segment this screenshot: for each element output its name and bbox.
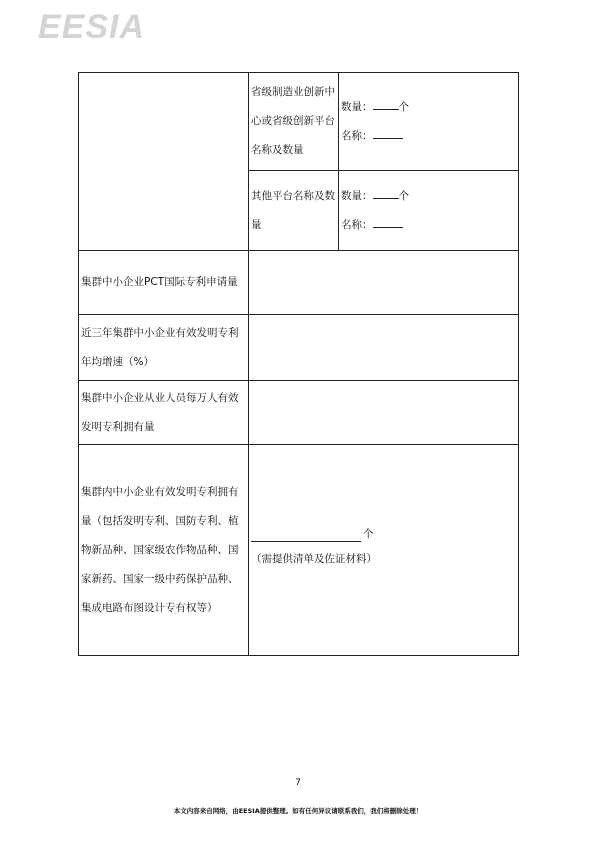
name-label: 名称： (341, 218, 373, 231)
name-input[interactable] (373, 126, 403, 139)
count-name-cell (339, 73, 519, 171)
name-label: 名称： (341, 129, 373, 142)
row-label: 集群内中小企业有效发明专利拥有量（包括发明专利、国防专利、植物新品种、国家级农作物品种、国家新药、国家一级中药保护品种、集成电路布图设计专有权等） (79, 445, 249, 656)
table-row (79, 251, 519, 315)
row-label: 省级制造业创新中心或省级创新平台名称及数量 (249, 73, 339, 171)
value-cell[interactable] (249, 315, 519, 381)
table-row (79, 73, 519, 171)
value-cell[interactable] (249, 251, 519, 315)
count-unit: 个 (363, 528, 374, 540)
value-cell[interactable] (249, 381, 519, 445)
count-input[interactable] (251, 527, 374, 542)
form-table (78, 72, 519, 656)
value-cell (249, 445, 519, 656)
footer-text: 本文内容来自网络，由EESIA提供整理。如有任何异议请联系我们，我们将删除处理！ (173, 807, 423, 815)
table-row (79, 315, 519, 381)
row-label: 集群中小企业从业人员每万人有效发明专利拥有量 (79, 381, 249, 445)
note-text: （需提供清单及佐证材料） (251, 553, 377, 565)
row-label: 集群中小企业PCT国际专利申请量 (79, 251, 249, 315)
row-label: 近三年集群中小企业有效发明专利年均增速（%） (79, 315, 249, 381)
table-row (79, 445, 519, 656)
count-unit: 个 (398, 100, 409, 113)
page-number: 7 (295, 778, 301, 788)
count-label: 数量： (341, 100, 373, 113)
count-input[interactable] (373, 186, 399, 199)
count-name-cell (339, 171, 519, 251)
empty-cell (79, 73, 249, 251)
count-unit: 个 (398, 189, 409, 202)
count-label: 数量： (341, 189, 373, 202)
count-input[interactable] (373, 97, 399, 110)
name-input[interactable] (373, 215, 403, 228)
logo: EESIA (38, 8, 146, 46)
row-label: 其他平台名称及数量 (249, 171, 339, 251)
table-row (79, 381, 519, 445)
